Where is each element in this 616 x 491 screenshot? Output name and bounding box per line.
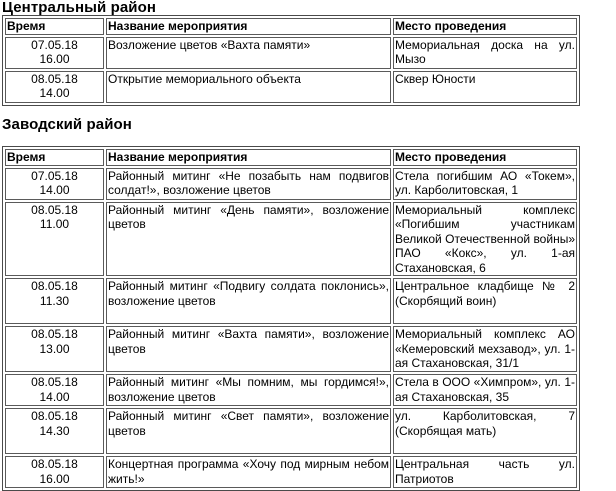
cell-event: Возложение цветов «Вахта памяти» — [106, 37, 391, 69]
cell-place: Центральная часть ул. Патриотов — [393, 456, 577, 488]
cell-event: Открытие мемориального объекта — [106, 71, 391, 103]
header-event: Название мероприятия — [106, 149, 391, 166]
cell-place: Стела в ООО «Химпром», ул. 1-ая Стахановская, 35 — [393, 374, 577, 406]
cell-event: Районный митинг «Вахта памяти», возложение цветов — [106, 326, 391, 372]
cell-place: Стела погибшим АО «Токем», ул. Карболитовская, 1 — [393, 168, 577, 200]
event-time: 16.00 — [39, 52, 70, 66]
cell-event: Концертная программа «Хочу под мирным небом жить!» — [106, 456, 391, 488]
table-row — [5, 374, 577, 406]
event-time: 14.30 — [39, 423, 70, 438]
header-place: Место проведения — [393, 18, 577, 35]
cell-time — [5, 37, 104, 69]
cell-event: Районный митинг «Мы помним, мы гордимся!», возложение цветов — [106, 374, 391, 406]
cell-place: Мемориальный комплекс АО «Кемеровский мехзавод», ул. 1-ая Стахановская, 31/1 — [395, 327, 575, 370]
table-row — [5, 37, 577, 69]
cell-event: Районный митинг «Свет памяти», возложение цветов — [106, 408, 391, 454]
event-date: 07.05.18 — [31, 168, 78, 183]
table-header-row — [5, 18, 577, 35]
event-time: 13.00 — [39, 341, 70, 356]
event-date: 08.05.18 — [31, 71, 78, 86]
event-date: 08.05.18 — [31, 279, 78, 293]
table-header-row — [5, 149, 577, 166]
event-time: 14.00 — [39, 86, 70, 100]
cell-place: Центральное кладбище № 2 (Скорбящий воин) — [393, 278, 577, 324]
cell-time — [5, 374, 104, 406]
cell-event: Районный митинг «Подвигу солдата поклонись», возложение цветов — [106, 278, 391, 324]
cell-time — [5, 71, 104, 103]
events-table-zavodsky — [2, 146, 580, 491]
header-event: Название мероприятия — [106, 18, 391, 35]
header-time: Время — [5, 18, 104, 35]
header-place: Место проведения — [393, 149, 577, 166]
event-time: 14.00 — [39, 183, 70, 197]
cell-event: Районный митинг «День памяти», возложение цветов — [106, 202, 391, 277]
cell-time — [5, 168, 104, 200]
cell-time — [5, 326, 104, 372]
event-date: 08.05.18 — [31, 409, 78, 423]
cell-time — [5, 408, 104, 454]
event-date: 08.05.18 — [31, 202, 78, 217]
cell-place: Мемориальная доска на ул. Мызо — [393, 37, 577, 69]
table-row — [5, 168, 577, 200]
event-date: 08.05.18 — [31, 457, 78, 471]
event-date: 07.05.18 — [31, 37, 78, 52]
event-time: 11.00 — [39, 217, 70, 231]
section-title-zavodsky: Заводский район — [2, 116, 132, 133]
event-time: 14.00 — [39, 389, 70, 404]
cell-place: ул. Карболитовская, 7 (Скорбящая мать) — [393, 408, 577, 454]
table-row — [5, 456, 577, 488]
header-time: Время — [5, 149, 104, 166]
cell-time — [5, 278, 104, 324]
cell-time — [5, 202, 104, 277]
table-row — [5, 202, 577, 277]
section-title-central: Центральный район — [2, 0, 157, 16]
event-time: 16.00 — [39, 471, 70, 486]
cell-place: Сквер Юности — [393, 71, 577, 103]
event-time: 11.30 — [39, 293, 70, 308]
events-table-central — [2, 15, 580, 106]
table-row — [5, 408, 577, 454]
cell-place: Мемориальный комплекс «Погибшим участникам Великой Отечественной войны» ПАО «Кокс», ул. 1-ая Стахановская, 6 — [395, 202, 575, 275]
cell-time — [5, 456, 104, 488]
table-row — [5, 278, 577, 324]
cell-event: Районный митинг «Не позабыть нам подвигов солдат!», возложение цветов — [106, 168, 391, 200]
table-row — [5, 326, 577, 372]
event-date: 08.05.18 — [31, 327, 78, 341]
table-row — [5, 71, 577, 103]
event-date: 08.05.18 — [31, 375, 78, 389]
